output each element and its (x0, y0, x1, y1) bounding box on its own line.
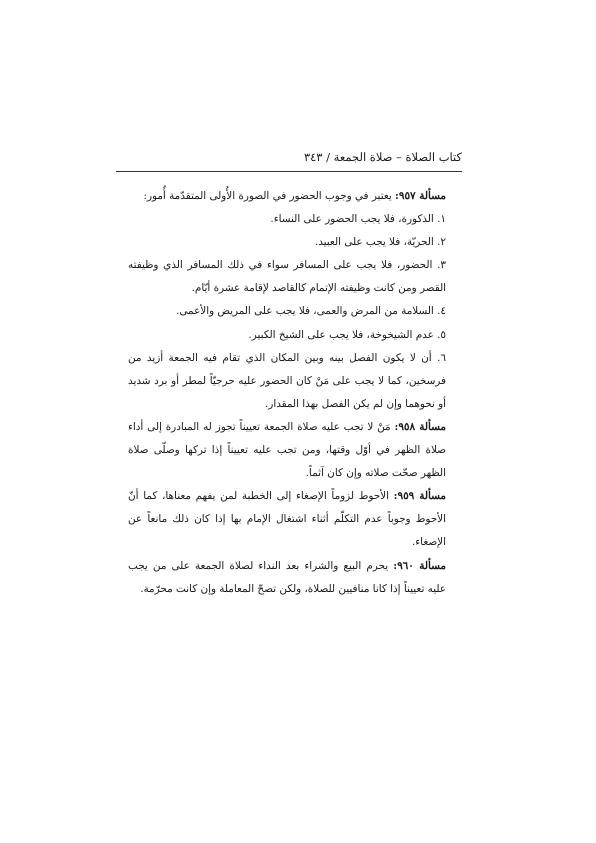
list-item-6 (128, 347, 462, 416)
issue-number: مسألة ٩٥٧: (395, 190, 446, 202)
paragraph-text: ٥. عدم الشيخوخة، فلا يجب على الشيخ الكبير. (248, 328, 446, 341)
header-rule (116, 171, 462, 172)
paragraph-text: ٤. السلامة من المرض والعمى، فلا يجب على المريض والأعمى. (176, 305, 446, 318)
paragraph-mas958 (128, 416, 462, 485)
paragraph-text: يعتبر في وجوب الحضور في الصورة الأُولى المتقدّمة أُمور: (143, 190, 396, 202)
paragraph-mas960 (128, 555, 462, 601)
paragraph-text: ٣. الحضور، فلا يجب على المسافر سواء في ذلك المسافر الذي وظيفته القصر ومن كانت وظيفته الإتمام كالقاصد لإقامة عشرة أيّام. (128, 259, 446, 295)
issue-number: مسألة ٩٥٩: (393, 490, 446, 503)
paragraph-text: ٦. أن لا يكون الفصل بينه وبين المكان الذي تقام فيه الجمعة أزيد من فرسخين، كما لا يجب على مَنْ كان الحضور عليه حرجيّاً لمطر أو برد شديد أو نحوهما وإن لم يكن الفصل بهذا المقدار. (128, 351, 446, 410)
list-item-5 (128, 324, 462, 347)
list-item-1 (128, 208, 462, 231)
paragraph-text: الأحوط لزوماً الإصغاء إلى الخطبة لمن يفهم معناها، كما أنّ الأحوط وجوباً عدم التكلّم أثناء اشتغال الإمام بها إذا كان ذلك مانعاً عن الإصغاء. (128, 490, 446, 549)
paragraph-mas957 (128, 185, 462, 208)
paragraph-text: يحرم البيع والشراء بعد النداء لصلاة الجمعة على من يجب عليه تعييناً إذا كانا منافيين للصلاة، ولكن تصحّ المعاملة وإن كانت محرّمة. (128, 559, 446, 595)
issue-number: مسألة ٩٥٨: (394, 420, 447, 433)
list-item-4 (128, 300, 462, 323)
list-item-2 (128, 231, 462, 254)
paragraph-text: ١. الذكورة، فلا يجب الحضور على النساء. (270, 213, 446, 226)
issue-number: مسألة ٩٦٠: (393, 559, 446, 572)
running-header: كتاب الصلاة – صلاة الجمعة / ٣٤٣ (303, 150, 462, 164)
list-item-3 (128, 254, 462, 300)
page-body (128, 185, 462, 601)
paragraph-text: ٢. الحريّة، فلا يجب على العبيد. (314, 236, 446, 249)
paragraph-mas959 (128, 485, 462, 554)
paragraph-text: مَنْ لا تجب عليه صلاة الجمعة تعييناً تجوز له المبادرة إلى أداء صلاة الظهر في أوّل وقتها، ومن تجب عليه تعييناً إذا تركها وصلّى صلاة الظهر صحّت صلاته وإن كان آثماً. (128, 420, 446, 480)
